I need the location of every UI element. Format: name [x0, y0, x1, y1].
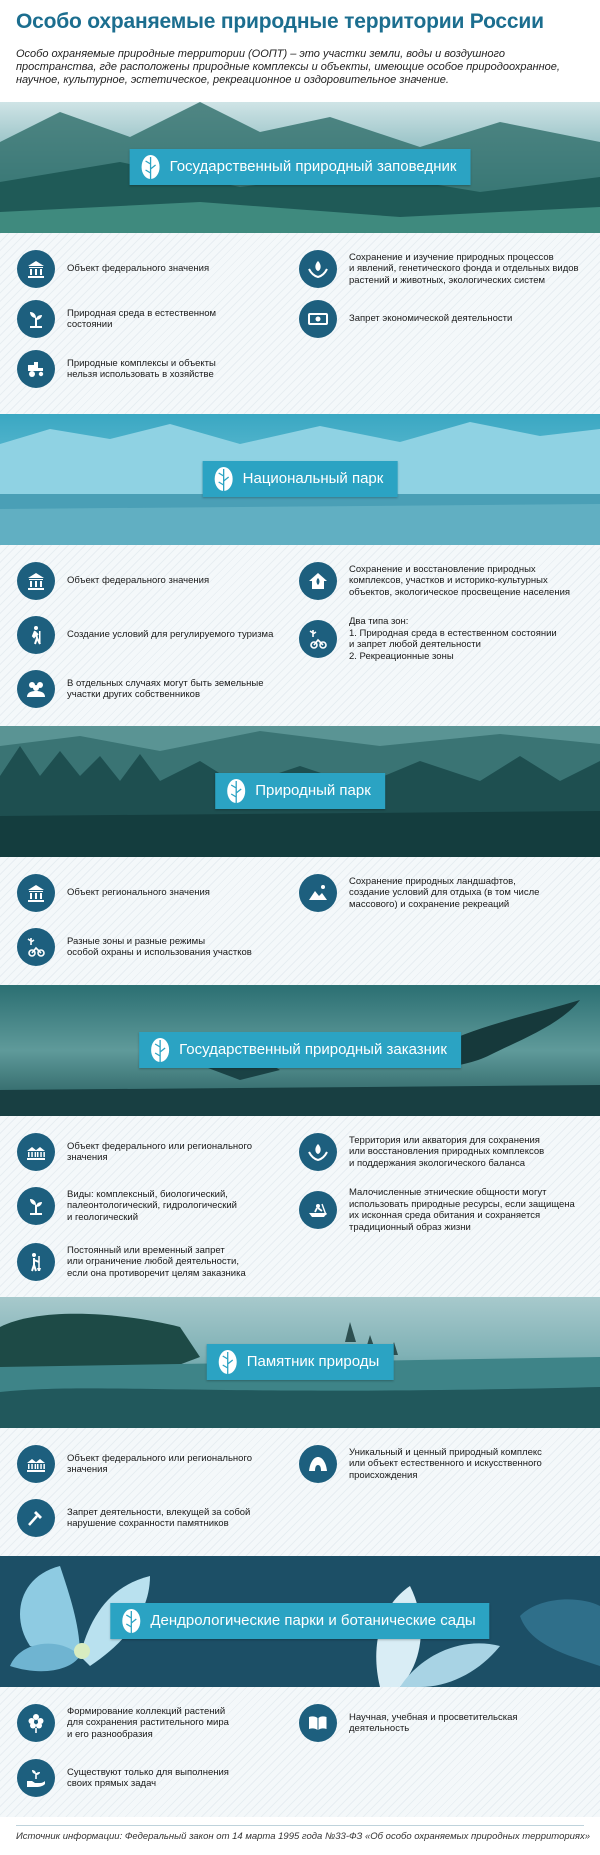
leaf-icon: [149, 1037, 171, 1063]
landscape-icon: [299, 874, 337, 912]
no-money-icon: [299, 300, 337, 338]
hands-leaf-icon: [299, 1133, 337, 1171]
cave-icon: [299, 1445, 337, 1483]
list-item: Уникальный и ценный природный комплекс или объект естественного и искусственного происхождения: [299, 1445, 542, 1483]
section-botanical: [0, 1687, 600, 1817]
people-icon: [17, 670, 55, 708]
section-label-nature-park: Природный парк: [215, 773, 385, 809]
banner-monument: [0, 1297, 600, 1428]
footer: [0, 1817, 600, 1855]
tractor-icon: [17, 350, 55, 388]
leaf-icon: [225, 778, 247, 804]
building-icon: [17, 562, 55, 600]
list-item: Объект федерального значения: [17, 562, 209, 600]
list-item: Существуют только для выполнения своих прямых задач: [17, 1759, 229, 1797]
worker-icon: [17, 1243, 55, 1281]
section-label-monument: Памятник природы: [207, 1344, 394, 1380]
buildings-icon: [17, 1445, 55, 1483]
intro-text: Особо охраняемые природные территории (ООПТ) – это участки земли, воды и воздушного пространства, где расположены природные комплексы и объекты, имеющие особое природоохранное, научное, культурное, эстетическое, рекреационное и оздоровительное значение.: [16, 48, 560, 86]
section-label-zakaznik: Государственный природный заказник: [139, 1032, 461, 1068]
list-item: Сохранение и восстановление природных комплексов, участков и историко-культурных объектов, экологическое просвещение населения: [299, 562, 570, 600]
page-title: Особо охраняемые природные территории России: [16, 10, 544, 33]
list-item: Два типа зон: 1. Природная среда в естественном состоянии и запрет любой деятельности 2. Рекреационные зоны: [299, 616, 557, 662]
list-item: Запрет деятельности, влекущей за собой нарушение сохранности памятников: [17, 1499, 250, 1537]
list-item: Создание условий для регулируемого туризма: [17, 616, 273, 654]
list-item: Запрет экономической деятельности: [299, 300, 512, 338]
list-item: Сохранение природных ландшафтов, создание условий для отдыха (в том числе массового) и сохранение рекреаций: [299, 874, 539, 912]
banner-nature-park: [0, 726, 600, 857]
list-item: Разные зоны и разные режимы особой охраны и использования участков: [17, 928, 252, 966]
list-item: Малочисленные этнические общности могут использовать природные ресурсы, если защищена их исконная среда обитания и сохраняется традиционный образ жизни: [299, 1187, 575, 1233]
list-item: В отдельных случаях могут быть земельные участки других собственников: [17, 670, 263, 708]
section-nature-park: [0, 857, 600, 985]
hammer-icon: [17, 1499, 55, 1537]
leaf-icon: [217, 1349, 239, 1375]
list-item: Формирование коллекций растений для сохранения растительного мира и его разнообразия: [17, 1704, 229, 1742]
list-item: Объект федерального или регионального значения: [17, 1445, 252, 1483]
source-note: Источник информации: Федеральный закон от 14 марта 1995 года №33-ФЗ «Об особо охраняемых природных территориях»: [16, 1831, 591, 1842]
list-item: Объект федерального значения: [17, 250, 209, 288]
section-label-botanical: Дендрологические парки и ботанические сады: [110, 1603, 489, 1639]
banner-botanical: [0, 1556, 600, 1687]
banner-zakaznik: [0, 985, 600, 1116]
list-item: Объект федерального или регионального значения: [17, 1133, 252, 1171]
list-item: Научная, учебная и просветительская деятельность: [299, 1704, 518, 1742]
building-icon: [17, 874, 55, 912]
leaf-icon: [140, 154, 162, 180]
sprout-icon: [17, 1187, 55, 1225]
section-national-park: [0, 545, 600, 726]
list-item: Виды: комплексный, биологический, палеонтологический, гидрологический и геологический: [17, 1187, 237, 1225]
hand-sprout-icon: [17, 1759, 55, 1797]
list-item: Сохранение и изучение природных процессов и явлений, генетического фонда и отдельных видов растений и животных, экологических систем: [299, 250, 579, 288]
house-leaf-icon: [299, 562, 337, 600]
banner-national-park: [0, 414, 600, 545]
list-item: Природные комплексы и объекты нельзя использовать в хозяйстве: [17, 350, 216, 388]
flower-icon: [17, 1704, 55, 1742]
footer-divider: [16, 1825, 584, 1826]
building-icon: [17, 250, 55, 288]
boat-icon: [299, 1191, 337, 1229]
buildings-icon: [17, 1133, 55, 1171]
list-item: Объект регионального значения: [17, 874, 210, 912]
zones-icon: [17, 928, 55, 966]
zones-icon: [299, 620, 337, 658]
section-zakaznik: [0, 1116, 600, 1297]
hands-leaf-icon: [299, 250, 337, 288]
hiker-icon: [17, 616, 55, 654]
list-item: Постоянный или временный запрет или ограничение любой деятельности, если она противоречит целям заказника: [17, 1243, 246, 1281]
book-icon: [299, 1704, 337, 1742]
list-item: Природная среда в естественном состоянии: [17, 300, 216, 338]
leaf-icon: [120, 1608, 142, 1634]
header: [0, 0, 600, 102]
section-zapovednik: [0, 233, 600, 414]
section-monument: [0, 1428, 600, 1556]
list-item: Территория или акватория для сохранения или восстановления природных комплексов и поддержания экологического баланса: [299, 1133, 544, 1171]
section-label-zapovednik: Государственный природный заповедник: [130, 149, 471, 185]
leaf-icon: [213, 466, 235, 492]
section-label-national-park: Национальный парк: [203, 461, 398, 497]
sprout-icon: [17, 300, 55, 338]
banner-zapovednik: [0, 102, 600, 233]
